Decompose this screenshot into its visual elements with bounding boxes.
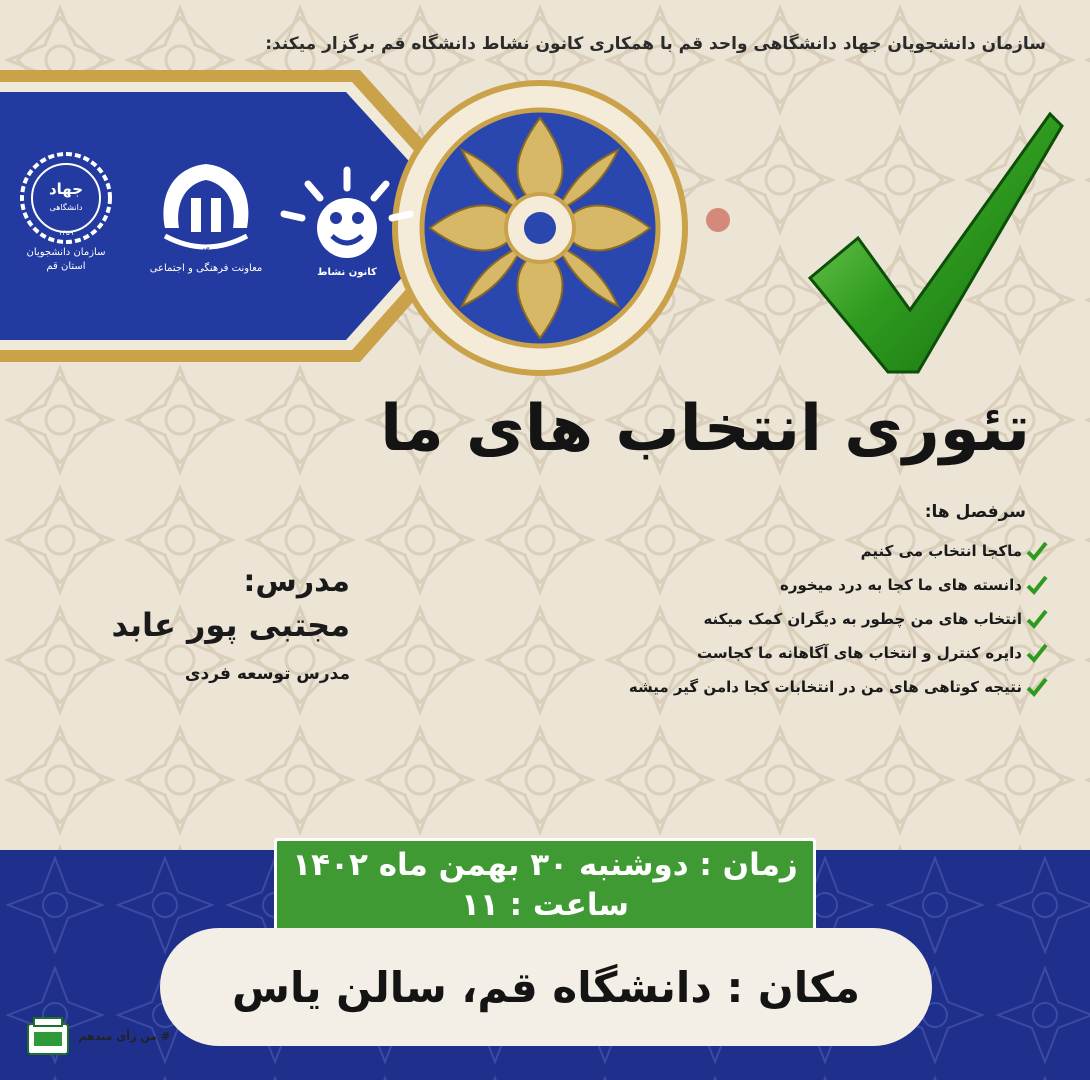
- jahad-caption-line2: استان قم: [46, 261, 86, 272]
- topic-item: [528, 670, 1048, 704]
- teacher-block: [110, 562, 350, 684]
- event-title: تئوری انتخاب های ما: [380, 392, 1030, 466]
- event-time: زمان : دوشنبه ۳۰ بهمن ماه ۱۴۰۲: [292, 847, 798, 883]
- jahad-logo: [16, 150, 116, 274]
- teacher-role: مدرس توسعه فردی: [184, 664, 350, 684]
- ballot-box-icon: [26, 1016, 70, 1056]
- check-icon: [1026, 676, 1048, 698]
- check-icon: [1026, 574, 1048, 596]
- topic-text: نتیجه کوتاهی های من در انتخابات کجا دامن گیر میشه: [628, 678, 1022, 696]
- teacher-name: مجتبی پور عابد: [111, 606, 350, 644]
- teacher-label: مدرس:: [243, 564, 350, 599]
- university-seal-text: دانشگاه قم: [187, 247, 225, 256]
- jahad-seal-year: ۱۳۵۹: [58, 229, 74, 237]
- topics-list: [528, 502, 1048, 704]
- jahad-caption-line1: سازمان دانشجویان: [26, 247, 106, 258]
- check-icon: [1026, 642, 1048, 664]
- topics-heading: سرفصل ها:: [924, 502, 1026, 522]
- event-hour: ساعت : ۱۱: [461, 887, 629, 923]
- kanoon-logo: [272, 162, 422, 280]
- jahad-seal-icon: [18, 150, 114, 246]
- check-icon: [1026, 540, 1048, 562]
- jahad-seal-title: جهاد: [48, 180, 84, 198]
- topic-item: [528, 534, 1048, 568]
- university-seal-icon: [151, 158, 261, 262]
- university-logo: [146, 158, 266, 276]
- topic-item: [528, 636, 1048, 670]
- ornament-medallion: [395, 83, 730, 373]
- event-place: مکان : دانشگاه قم، سالن یاس: [232, 962, 860, 1012]
- big-checkmark-icon: [800, 110, 1070, 380]
- jahad-seal-subtitle: دانشگاهی: [49, 203, 83, 212]
- kanoon-caption: کانون نشاط: [317, 267, 377, 278]
- topic-item: [528, 568, 1048, 602]
- organizer-text: سازمان دانشجویان جهاد دانشگاهی واحد قم با همکاری کانون نشاط دانشگاه قم برگزار میکند:: [265, 34, 1046, 54]
- vote-hashtag: [20, 1014, 170, 1058]
- topic-text: دانسته های ما کجا به درد میخوره: [779, 576, 1022, 594]
- university-caption: معاونت فرهنگی و اجتماعی: [149, 263, 263, 274]
- topic-item: [528, 602, 1048, 636]
- hashtag-text: # من رأی میدهم: [78, 1029, 170, 1043]
- check-icon: [1026, 608, 1048, 630]
- topic-text: دایره کنترل و انتخاب های آگاهانه ما کجاست: [696, 644, 1022, 662]
- place-box: [160, 928, 932, 1046]
- topic-text: انتخاب های من چطور به دیگران کمک میکنه: [703, 610, 1022, 628]
- kanoon-sun-icon: [274, 162, 420, 274]
- topic-text: ماکجا انتخاب می کنیم: [860, 542, 1022, 560]
